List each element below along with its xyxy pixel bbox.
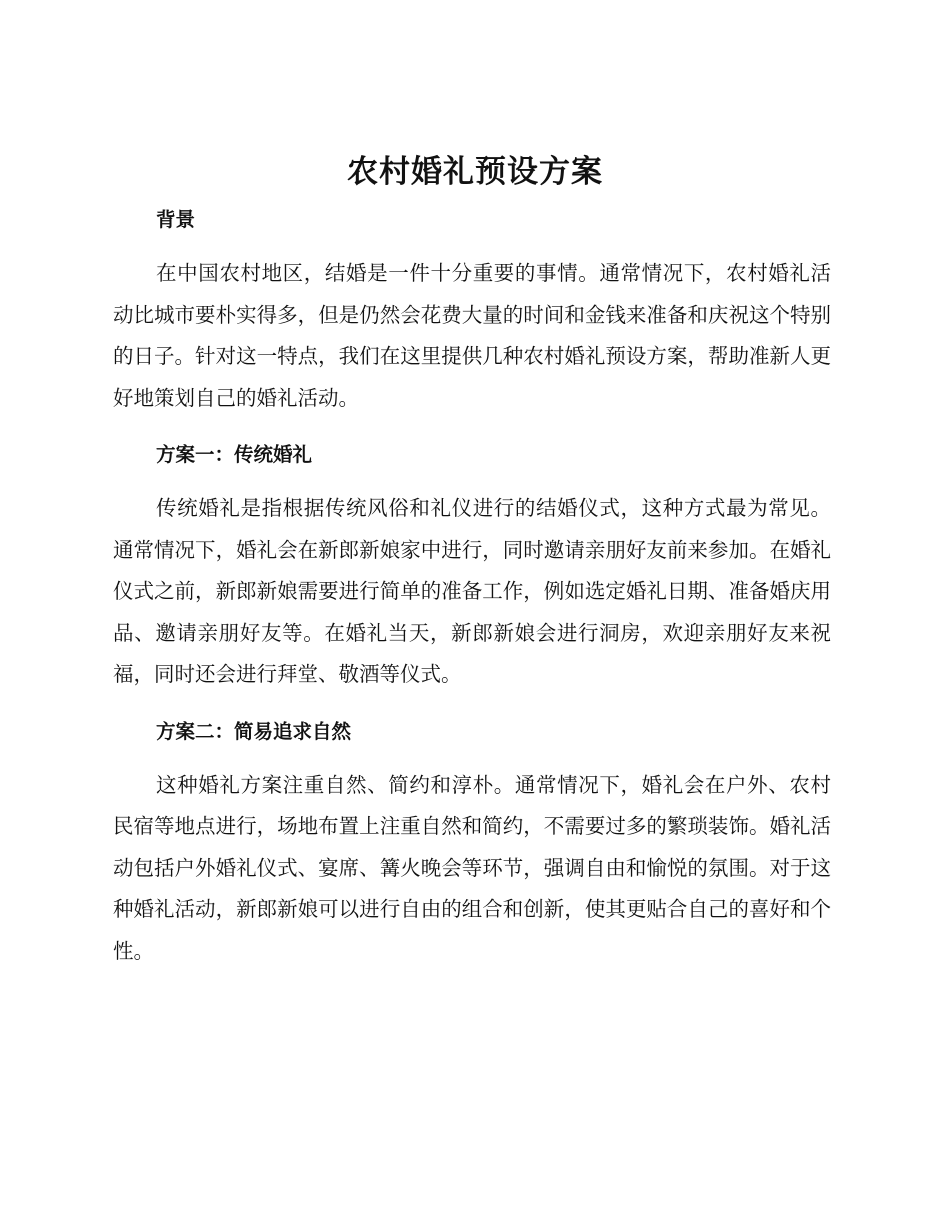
section-heading: 背景 — [156, 208, 196, 231]
section-paragraph: 这种婚礼方案注重自然、简约和淳朴。通常情况下，婚礼会在户外、农村民宿等地点进行，场地布置上注重自然和简约，不需要过多的繁琐装饰。婚礼活动包括户外婚礼仪式、宴席、篝火晚会等环节，强调自由和愉悦的氛围。对于这种婚礼活动，新郎新娘可以进行自由的组合和创新，使其更贴合自己的喜好和个性。 — [113, 772, 831, 963]
document-body — [113, 200, 831, 972]
section-paragraph: 传统婚礼是指根据传统风俗和礼仪进行的结婚仪式，这种方式最为常见。通常情况下，婚礼会在新郎新娘家中进行，同时邀请亲朋好友前来参加。在婚礼仪式之前，新郎新娘需要进行简单的准备工作，例如选定婚礼日期、准备婚庆用品、邀请亲朋好友等。在婚礼当天，新郎新娘会进行洞房，欢迎亲朋好友来祝福，同时还会进行拜堂、敬酒等仪式。 — [113, 496, 831, 686]
section-heading: 方案二：简易追求自然 — [156, 719, 352, 743]
section-heading: 方案一：传统婚礼 — [156, 443, 313, 466]
section-paragraph: 在中国农村地区，结婚是一件十分重要的事情。通常情况下，农村婚礼活动比城市要朴实得多，但是仍然会花费大量的时间和金钱来准备和庆祝这个特别的日子。针对这一特点，我们在这里提供几种农村婚礼预设方案，帮助准新人更好地策划自己的婚礼活动。 — [113, 261, 831, 410]
section-background — [113, 200, 831, 435]
document-title: 农村婚礼预设方案 — [347, 154, 603, 190]
section-plan-two — [113, 712, 831, 973]
section-plan-one — [113, 435, 831, 712]
